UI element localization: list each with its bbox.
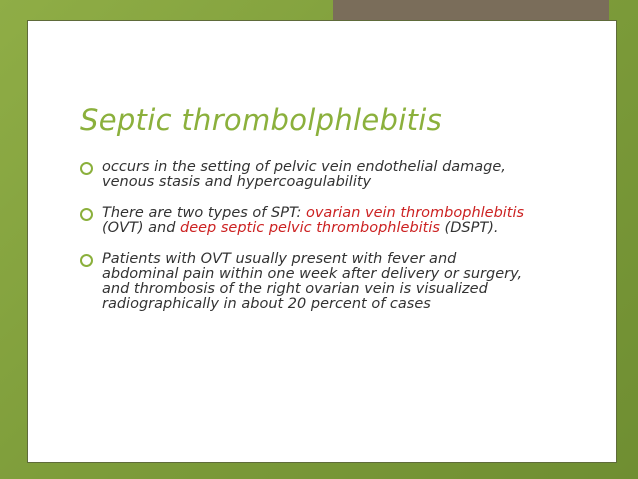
bullet-circle-icon: [80, 254, 93, 267]
slide-title: Septic thrombolphlebitis: [80, 103, 443, 137]
bullet-text: occurs in the setting of pelvic vein endothelial damage, venous stasis and hypercoagulability: [102, 159, 506, 190]
bullet-text-part: (OVT) and: [102, 220, 181, 236]
bullet-circle-icon: [80, 208, 93, 221]
bullet-text-part: (DSPT).: [439, 220, 499, 236]
bullet-list: [80, 160, 530, 328]
bullet-circle-icon: [80, 162, 93, 175]
bullet-item-endothelial-damage: [80, 160, 530, 190]
highlight-term-dspt: deep septic pelvic thrombophlebitis: [180, 220, 440, 236]
bullet-item-spt-types: [80, 206, 530, 236]
bullet-text-part: There are two types of SPT:: [102, 205, 306, 221]
accent-bar: [333, 0, 609, 20]
highlight-term-ovt: ovarian vein thrombophlebitis: [305, 205, 525, 221]
bullet-item-ovt-presentation: [80, 252, 530, 312]
bullet-text: Patients with OVT usually present with fever and abdominal pain within one week after delivery or surgery, and thrombosis of the right ovarian vein is visualized radiographically in about 20 percent of cases: [102, 251, 523, 312]
